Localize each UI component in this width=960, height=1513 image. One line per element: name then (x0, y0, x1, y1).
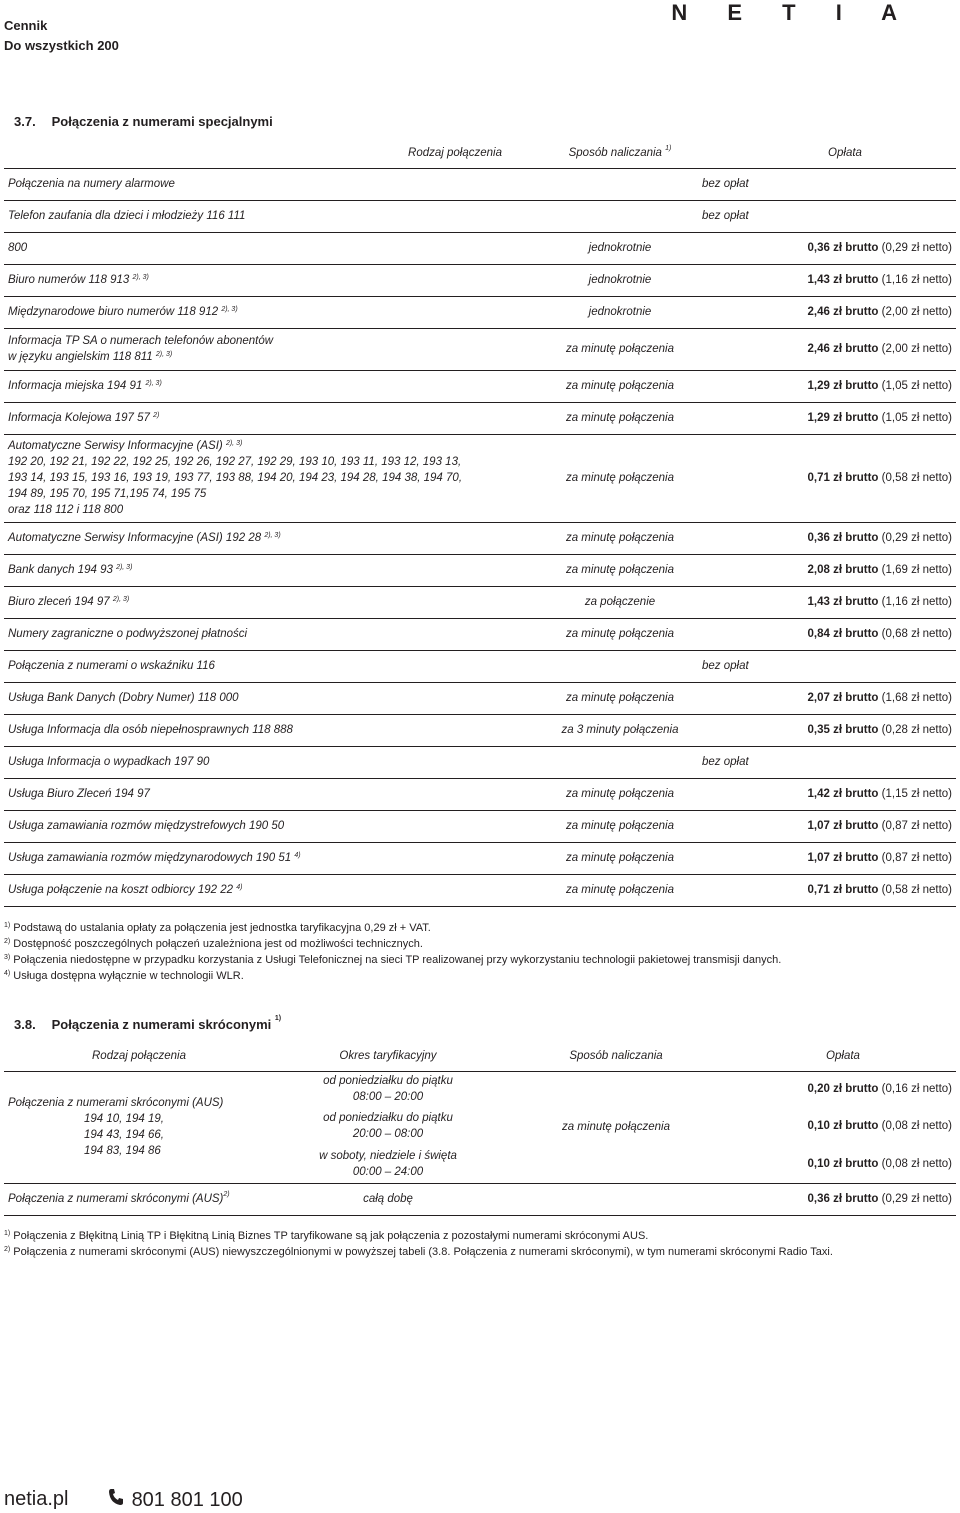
col-header-period: Okres taryfikacyjny (274, 1041, 502, 1071)
document-title (4, 16, 119, 56)
billing-method: jednokrotnie (506, 296, 734, 328)
table-row (4, 232, 956, 264)
aus-other-period: całą dobę (274, 1183, 502, 1215)
connection-type: 800 (4, 232, 506, 264)
aus-numbers-3: 194 83, 194 86 (84, 1145, 161, 1157)
fee-cell: 2,46 zł brutto (2,00 zł netto) (734, 296, 956, 328)
fee-cell: 1,29 zł brutto (1,05 zł netto) (734, 370, 956, 402)
fee-cell: 1,43 zł brutto (1,16 zł netto) (734, 264, 956, 296)
table-row (4, 168, 956, 200)
footnote: $^{2)}$ Połączenia z numerami skróconymi (AUS) niewyszczególnionymi w powyższej tabeli (3.8. Połączenia z numerami skróconymi), w tym numerami skróconymi Radio Taxi. (4, 1246, 833, 1258)
billing-method: za minutę połączenia (506, 810, 734, 842)
fee-free: bez opłat (506, 746, 956, 778)
billing-method: jednokrotnie (506, 264, 734, 296)
footnote: $^{3)}$ Połączenia niedostępne w przypadku korzystania z Usługi Telefonicznej na sieci TP realizowanej przy wykorzystaniu technologii pakietowej transmisji danych. (4, 954, 782, 966)
fee-cell: 1,42 zł brutto (1,15 zł netto) (734, 778, 956, 810)
aus-group-cell (4, 1071, 274, 1183)
netia-logo: N E T I A (671, 0, 914, 25)
period-hours: 20:00 – 08:00 (352, 1128, 424, 1140)
col-header-method: Sposób naliczania (502, 1041, 730, 1071)
footnote: $^{2)}$ Dostępność poszczególnych połączeń uzależniona jest od możliwości technicznych. (4, 938, 423, 950)
asi-number-line: 194 89, 195 70, 195 71,195 74, 195 75 (8, 488, 207, 500)
fee-cell: 1,07 zł brutto (0,87 zł netto) (734, 810, 956, 842)
phone-number: 801 801 100 (131, 1489, 243, 1511)
connection-type: Informacja miejska 194 91 $^{2), 3)}$ (4, 370, 506, 402)
section-title: Połączenia z numerami specjalnymi (51, 114, 273, 129)
table-row (4, 264, 956, 296)
table-row (4, 746, 956, 778)
table-row (4, 618, 956, 650)
connection-type: Usługa Biuro Zleceń 194 97 (4, 778, 506, 810)
connection-type: Telefon zaufania dla dzieci i młodzieży 116 111 (4, 200, 506, 232)
asi-number-line: oraz 118 112 i 118 800 (8, 504, 124, 516)
fee-cell: 0,71 zł brutto (0,58 zł netto) (734, 874, 956, 906)
footnote: $^{1)}$ Podstawą do ustalania opłaty za połączenia jest jednostka taryfikacyjna 0,29 zł + VAT. (4, 922, 431, 934)
table-row (4, 370, 956, 402)
period-cell (274, 1145, 502, 1183)
footer-phone[interactable] (108, 1488, 243, 1512)
fee-cell: 0,10 zł brutto (0,08 zł netto) (807, 1120, 952, 1132)
asi-number-line: 193 14, 193 15, 193 16, 193 19, 193 77, 193 88, 194 20, 194 23, 194 28, 194 38, 194 70, (8, 472, 463, 484)
billing-method: za minutę połączenia (506, 682, 734, 714)
fee-cell: 1,07 zł brutto (0,87 zł netto) (734, 842, 956, 874)
period-days: od poniedziałku do piątku (323, 1075, 453, 1088)
table-row (4, 842, 956, 874)
fee-cell: 0,36 zł brutto (0,29 zł netto) (734, 232, 956, 264)
period-cell (274, 1071, 502, 1107)
period-days: w soboty, niedziele i święta (319, 1149, 457, 1162)
connection-type: Usługa Bank Danych (Dobry Numer) 118 000 (4, 682, 506, 714)
billing-method: za minutę połączenia (506, 778, 734, 810)
connection-type: Bank danych 194 93 $^{2), 3)}$ (4, 554, 506, 586)
connection-type: Automatyczne Serwisy Informacyjne (ASI) $^{2), 3)}$ 192 20, 192 21, 192 22, 192 25, 192 26, 192 27, 192 29, 193 10, 193 11, 193 12, 193 13, 193 14, 193 15, 193 16, 193 19, 193 77, 193 88, 194 20, 194 23, 194 28, 194 38, 194 70, 194 89, 195 70, 195 71,195 74, 195 75 oraz 118 112 i 118 800 (4, 434, 506, 522)
section-title: Połączenia z numerami skróconymi (51, 1017, 272, 1032)
connection-type: Usługa Informacja o wypadkach 197 90 (4, 746, 506, 778)
col-header-type: Rodzaj połączenia (4, 1041, 274, 1071)
col-header-fee: Opłata (730, 1041, 956, 1071)
billing-method: za minutę połączenia (506, 874, 734, 906)
connection-type: Połączenia z numerami o wskaźniku 116 (4, 650, 506, 682)
period-hours: 08:00 – 20:00 (352, 1091, 424, 1104)
billing-method: za minutę połączenia (506, 434, 734, 522)
table-row (4, 554, 956, 586)
connection-type: Usługa zamawiania rozmów międzynarodowych 190 51 $^{4)}$ (4, 842, 506, 874)
table-row (4, 434, 956, 522)
connection-type: Połączenia na numery alarmowe (4, 168, 506, 200)
fee-cell: 0,10 zł brutto (0,08 zł netto) (730, 1145, 956, 1183)
connection-type: Automatyczne Serwisy Informacyjne (ASI) 192 28 $^{2), 3)}$ (4, 522, 506, 554)
section-title-sup: 1) (274, 1015, 282, 1022)
section-number: 3.8. (14, 1017, 36, 1032)
connection-type: Międzynarodowe biuro numerów 118 912 $^{2), 3)}$ (4, 296, 506, 328)
period-days: od poniedziałku do piątku (323, 1112, 453, 1124)
billing-method: za minutę połączenia (506, 370, 734, 402)
fee-free: bez opłat (506, 168, 956, 200)
col-header-fee: Opłata (734, 138, 956, 168)
fee-free: bez opłat (506, 650, 956, 682)
aus-group-name: Połączenia z numerami skróconymi (AUS) (8, 1097, 224, 1109)
footnote: $^{1)}$ Połączenia z Błękitną Linią TP i Błękitną Linią Biznes TP taryfikowane są jak połączenia z pozostałymi numerami skróconymi AUS. (4, 1230, 649, 1242)
connection-type: Informacja TP SA o numerach telefonów abonentów w języku angielskim 118 811 $^{2), 3)}$ (4, 328, 506, 370)
table-row (4, 778, 956, 810)
billing-method: za minutę połączenia (506, 522, 734, 554)
section-3-8-footnotes (4, 1228, 833, 1260)
aus-numbers-1: 194 10, 194 19, (84, 1113, 164, 1125)
short-numbers-table (4, 1041, 956, 1216)
section-number: 3.7. (14, 114, 36, 129)
table-row (4, 522, 956, 554)
footer-website[interactable]: netia.pl (4, 1488, 69, 1510)
fee-cell: 0,84 zł brutto (0,68 zł netto) (734, 618, 956, 650)
connection-type: Informacja Kolejowa 197 57 $^{2)}$ (4, 402, 506, 434)
footnote: $^{4)}$ Usługa dostępna wyłącznie w technologii WLR. (4, 970, 244, 982)
fee-cell: 0,36 zł brutto (0,29 zł netto) (730, 1183, 956, 1215)
phone-icon (108, 1488, 126, 1512)
billing-method: za minutę połączenia (506, 328, 734, 370)
fee-cell: 1,29 zł brutto (1,05 zł netto) (734, 402, 956, 434)
fee-cell: 2,07 zł brutto (1,68 zł netto) (734, 682, 956, 714)
title-line-2: Do wszystkich 200 (4, 38, 119, 53)
fee-cell: 0,36 zł brutto (0,29 zł netto) (734, 522, 956, 554)
billing-method: jednokrotnie (506, 232, 734, 264)
table-row (4, 402, 956, 434)
table-row (4, 296, 956, 328)
asi-number-line: 192 20, 192 21, 192 22, 192 25, 192 26, 192 27, 192 29, 193 10, 193 11, 193 12, 193 13, (8, 456, 462, 468)
fee-cell: 0,35 zł brutto (0,28 zł netto) (734, 714, 956, 746)
table-row (4, 874, 956, 906)
fee-cell: 2,46 zł brutto (2,00 zł netto) (734, 328, 956, 370)
connection-type: Numery zagraniczne o podwyższonej płatności (4, 618, 506, 650)
aus-other-name: Połączenia z numerami skróconymi (AUS)$^{2)}$ (4, 1183, 274, 1215)
connection-type: Biuro zleceń 194 97 $^{2), 3)}$ (4, 586, 506, 618)
fee-cell: 2,08 zł brutto (1,69 zł netto) (734, 554, 956, 586)
title-line-1: Cennik (4, 18, 48, 33)
billing-method: za minutę połączenia (506, 618, 734, 650)
period-hours: 00:00 – 24:00 (352, 1165, 424, 1178)
table-row (4, 810, 956, 842)
col-header-type: Rodzaj połączenia (4, 138, 506, 168)
section-3-7-heading (14, 114, 273, 129)
billing-method: za 3 minuty połączenia (506, 714, 734, 746)
billing-method: za minutę połączenia (506, 842, 734, 874)
table-row (4, 682, 956, 714)
fee-cell: 0,20 zł brutto (0,16 zł netto) (807, 1083, 952, 1096)
billing-method: za minutę połączenia (506, 554, 734, 586)
fee-free: bez opłat (506, 200, 956, 232)
table-row (4, 714, 956, 746)
table-row (4, 328, 956, 370)
billing-method: za połączenie (506, 586, 734, 618)
connection-type: Usługa Informacja dla osób niepełnosprawnych 118 888 (4, 714, 506, 746)
connection-type: Usługa połączenie na koszt odbiorcy 192 22 $^{4)}$ (4, 874, 506, 906)
connection-type: Usługa zamawiania rozmów międzystrefowych 190 50 (4, 810, 506, 842)
col-header-method: Sposób naliczania $^{1)}$ (506, 138, 734, 168)
fee-cell: 0,71 zł brutto (0,58 zł netto) (734, 434, 956, 522)
billing-method: za minutę połączenia (506, 402, 734, 434)
table-row (4, 200, 956, 232)
section-3-8-heading (14, 1017, 281, 1032)
aus-method: za minutę połączenia (502, 1071, 730, 1183)
aus-numbers-2: 194 43, 194 66, (84, 1129, 164, 1141)
special-numbers-table (4, 138, 956, 907)
fee-cell: 1,43 zł brutto (1,16 zł netto) (734, 586, 956, 618)
table-row (4, 586, 956, 618)
period-cell (274, 1107, 502, 1145)
table-row (4, 650, 956, 682)
connection-type: Biuro numerów 118 913 $^{2), 3)}$ (4, 264, 506, 296)
section-3-7-footnotes (4, 920, 781, 984)
